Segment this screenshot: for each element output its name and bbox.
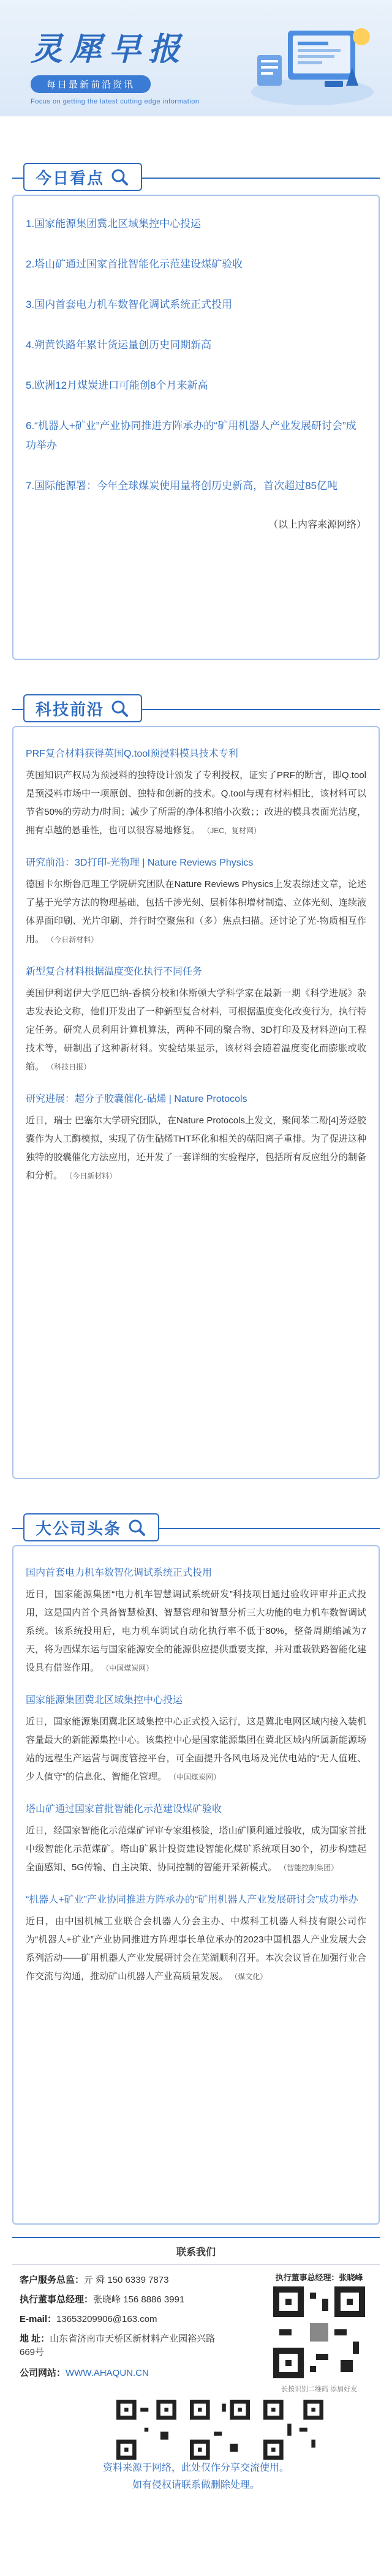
today-heading: 今日看点 [36, 169, 105, 188]
headline-link[interactable]: 6.“机器人+矿业”产业协同推进方阵承办的“矿用机器人产业发展研讨会”成功举办 [26, 420, 356, 451]
tech-illustration-icon [239, 12, 380, 110]
companies-heading-tab [23, 1513, 159, 1541]
article-body: 德国卡尔斯鲁厄理工学院研究团队在Nature Reviews Physics上发表综述文章，论述了基于光学方法的物理基础，包括千涉光刻、层析体积增材制造、立体光刻、连续液体界面印刷、光片印刷、并行时空聚焦和（多）焦点扫描。还讨论了光-物质相互作用。 （今日新材料） [26, 879, 366, 945]
article-source: （中国煤炭网） [102, 1664, 154, 1672]
tech-box [12, 726, 380, 1479]
article-title[interactable]: 新型复合材料根据温度变化执行不同任务 [26, 967, 203, 977]
article-title[interactable]: 研究前沿：3D打印-光物理 | Nature Reviews Physics [26, 858, 254, 868]
headline-link[interactable]: 4.朔黄铁路年累计货运量创历史同期新高 [26, 339, 212, 351]
article-title[interactable]: 塔山矿通过国家首批智能化示范建设煤矿验收 [26, 1804, 222, 1814]
article-title[interactable]: 国内首套电力机车数智化调试系统正式投用 [26, 1568, 213, 1578]
qr-hint: 长按识别二维码 添加好友 [281, 2386, 358, 2393]
qr-code-icon[interactable] [273, 2286, 365, 2378]
article [26, 964, 366, 1076]
header-banner [0, 0, 392, 116]
companies-box [12, 1545, 380, 2225]
today-box [12, 195, 380, 660]
article [26, 1692, 366, 1786]
footer-disclaimer: 资料来源于网络，此处仅作分享交流使用。 如有侵权请联系做删除处理。 [102, 2463, 289, 2490]
article-source: （科技日报） [47, 1063, 91, 1071]
article-body: 英国知识产权局为预浸料的独特设计颁发了专利授权，证实了PRF的断言，即Q.tool是预浸料市场中一项原创、独特和创新的技术。Q.tool与现有材料相比，该材料可以节省50%的劳动力/时间；减少了所需的净体积缩小次数；；改进的模具表面光洁度，拥有卓越的悬垂性，也可以很容易地修复。 （JEC，复材网） [26, 770, 366, 836]
source-note: （以上内容来源网络） [268, 520, 366, 530]
article-source: （今日新材料） [47, 935, 99, 944]
tech-heading-tab [23, 694, 142, 722]
companies-heading: 大公司头条 [36, 1519, 122, 1538]
article [26, 746, 366, 840]
article-source: （JEC，复材网） [203, 826, 261, 835]
article-body: 美国伊利诺伊大学厄巴纳-香槟分校和休斯顿大学科学家在最新一期《科学进展》杂志发表论文称，他们开发出了一种新型复合材料，可根据温度变化改变行为，执行特定任务。研究人员利用计算机算法，两种不同的聚合物、3D打印及及材料逆向工程技术等，研制出了这种新材料。实验结果显示，该材料会随着温度变化而膨胀或收缩。 （科技日报） [26, 988, 366, 1072]
article-body: 近日，国家能源集团冀北区域集控中心正式投入运行，这是冀北电网区域内接入装机容量最大的新能源集控中心。该集控中心是国家能源集团在冀北区域内所属新能源场站的远程生产运营与调度管控平台，可全面提升各风电场及光伏电站的“无人值班、少人值守”的信息化、智能化管理。 （中国煤炭网） [26, 1717, 366, 1782]
article [26, 855, 366, 949]
article-source: （今日新材料） [65, 1172, 117, 1180]
article-title[interactable]: PRF复合材料获得英国Q.tool预浸料模具技术专利 [26, 749, 238, 759]
article-title[interactable]: “机器人+矿业”产业协同推进方阵承办的“矿用机器人产业发展研讨会”成功举办 [26, 1895, 358, 1905]
article-source: （中国煤炭网） [169, 1773, 221, 1781]
contact-row: E-mail：13653209906@163.com [20, 2314, 157, 2324]
article-source: （智能控制集团） [279, 1863, 339, 1872]
contact-row: 地 址：山东省济南市天桥区新材料产业园裕兴路669号 [20, 2334, 216, 2357]
article [26, 1892, 366, 1986]
article-body: 近日，国家能源集团“电力机车智慧调试系统研发”科技项目通过验收评审并正式投用，这是国内首个具备智慧检测、智慧管理和智慧分析三大功能的电力机车数智调试系统。该系统投用后，电力机车调试自动化执行率不低于80%，整备周期缩减为7天，将为西煤东运与国家能源安全的能源供应提供重要支撑，并对重载铁路智能化建设具有借鉴作用。 （中国煤炭网） [26, 1589, 366, 1673]
article-body: 近日，由中国机械工业联合会机器人分会主办、中煤科工机器人科技有限公司作为“机器人+矿业”产业协同推进方阵理事长单位承办的2023中国机器人产业发展大会系列活动——矿用机器人产业发展研讨会在芜湖顺利召开。本次会议旨在加强行业合作交流与沟通，推动矿山机器人产业高质量发展。 （煤文化） [26, 1916, 366, 1982]
article [26, 1091, 366, 1185]
headline-link[interactable]: 2.塔山矿通过国家首批智能化示范建设煤矿验收 [26, 258, 243, 270]
contact-row: 客户服务总监：亓 舜 150 6339 7873 [20, 2275, 169, 2285]
article-body: 近日，瑞士 巴塞尔大学研究团队，在Nature Protocols上发文，聚间苯二酚[4]芳烃胶囊作为人工酶模拟，实现了仿生砧烯THT环化和相关的萜阳离子重排。为了促进这种独特的胶囊催化方法应用，还开发了一套详细的实验程序，包括所有反应组分的制备和分析。 （今日新材料） [26, 1115, 366, 1181]
companies-section [12, 1510, 380, 2225]
article-source: （煤文化） [230, 1972, 268, 1981]
contact-heading: 联系我们 [12, 2238, 380, 2265]
website-link[interactable]: WWW.AHAQUN.CN [66, 2368, 149, 2378]
contact-row: 公司网站：WWW.AHAQUN.CN [20, 2368, 149, 2378]
headline-link[interactable]: 7.国际能源署：今年全球煤炭使用量将创历史新高，首次超过85亿吨 [26, 480, 338, 492]
tech-section [12, 691, 380, 1479]
today-heading-tab [23, 163, 142, 191]
qr-code-icon[interactable] [263, 2400, 323, 2460]
tech-heading: 科技前沿 [36, 700, 105, 719]
magnifier-icon [127, 1518, 146, 1537]
today-section [12, 159, 380, 660]
brand-tagline: Focus on getting the latest cutting edge information [31, 98, 200, 105]
article [26, 1801, 366, 1877]
article-title[interactable]: 研究进展：超分子胶囊催化-砧烯 | Nature Protocols [26, 1094, 247, 1104]
headline-link[interactable]: 3.国内首套电力机车数智化调试系统正式投用 [26, 299, 233, 310]
magnifier-icon [110, 699, 129, 717]
contact-section [12, 2237, 380, 2494]
qr-code-icon[interactable] [190, 2400, 250, 2460]
article [26, 1565, 366, 1677]
article-title[interactable]: 国家能源集团冀北区域集控中心投运 [26, 1695, 183, 1705]
article-body: 近日，经国家智能化示范煤矿评审专家组核验，塔山矿顺利通过验收，成为国家首批中级智能化示范煤矿。塔山矿累计投资建设智能化煤矿系统项目30个，初步构建起全面感知、5G传输、自主决策、协同控制的智能开采新模式。 （智能控制集团） [26, 1825, 366, 1873]
headline-link[interactable]: 1.国家能源集团冀北区域集控中心投运 [26, 218, 202, 230]
qr-caption: 执行董事总经理：张晓峰 [275, 2273, 363, 2282]
qr-code-icon[interactable] [116, 2400, 176, 2460]
magnifier-icon [110, 168, 129, 186]
contact-row: 执行董事总经理：张晓峰 156 8886 3991 [20, 2294, 185, 2305]
headline-link[interactable]: 5.欧洲12月煤炭进口可能创8个月来新高 [26, 380, 208, 391]
brand-title: 灵犀早报 [31, 31, 188, 68]
brand-subtitle: 每日最新前沿资讯 [31, 75, 151, 93]
wechat-qr-block [267, 2271, 371, 2394]
email-link[interactable]: 13653209906@163.com [56, 2314, 157, 2324]
